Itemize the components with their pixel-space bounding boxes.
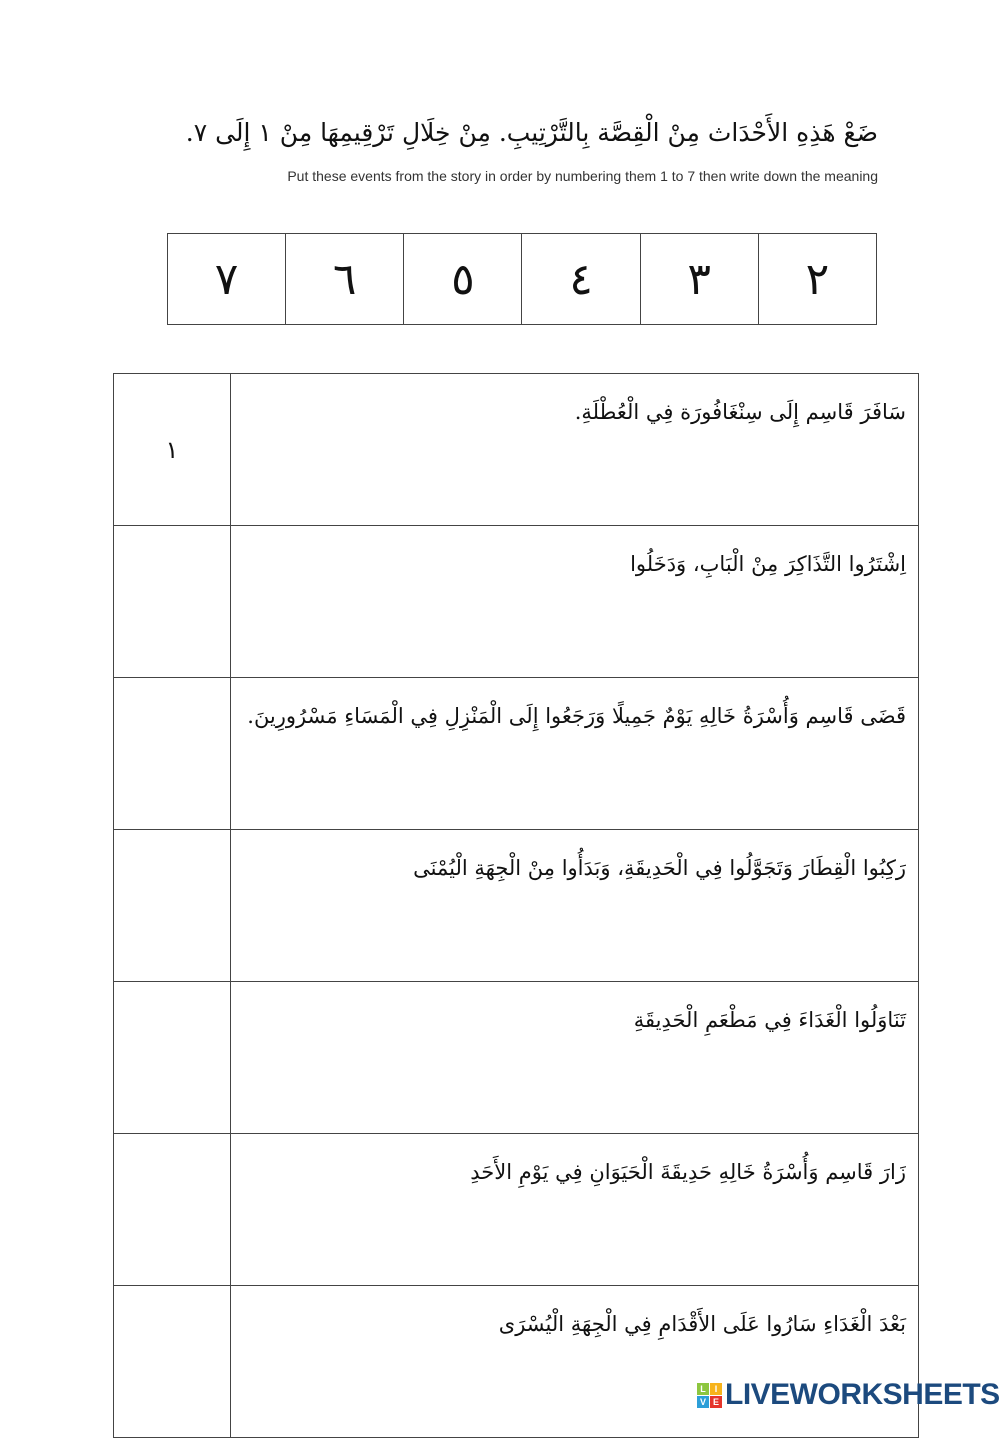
order-input[interactable]	[114, 678, 231, 830]
table-row	[114, 1286, 919, 1438]
order-input[interactable]: ١	[114, 374, 231, 526]
number-box[interactable]: ٢	[758, 234, 876, 324]
instruction-english: Put these events from the story in order by numbering them 1 to 7 then write down the meaning	[287, 168, 878, 184]
table-row	[114, 1134, 919, 1286]
table-row	[114, 830, 919, 982]
logo-mark-letter: I	[710, 1383, 722, 1395]
number-box[interactable]: ٥	[403, 234, 521, 324]
number-box[interactable]: ٣	[640, 234, 758, 324]
liveworksheets-logo	[697, 1378, 1000, 1412]
number-box[interactable]: ٤	[521, 234, 639, 324]
order-input[interactable]	[114, 982, 231, 1134]
number-box[interactable]: ٦	[285, 234, 403, 324]
order-input[interactable]	[114, 830, 231, 982]
table-row	[114, 526, 919, 678]
events-table	[113, 373, 919, 1438]
event-text: بَعْدَ الْغَدَاءِ سَارُوا عَلَى الأَقْدَامِ فِي الْجِهَةِ الْيُسْرَى	[231, 1286, 919, 1438]
number-box[interactable]: ٧	[214, 253, 239, 305]
number-boxes	[167, 233, 877, 325]
order-input[interactable]	[114, 1134, 231, 1286]
order-input[interactable]	[114, 1286, 231, 1438]
order-input[interactable]	[114, 526, 231, 678]
event-text: زَارَ قَاسِم وَأُسْرَةُ خَالِهِ حَدِيقَةَ الْحَيَوَانِ فِي يَوْمِ الأَحَدِ	[231, 1134, 919, 1286]
table-row	[114, 678, 919, 830]
logo-text: LIVEWORKSHEETS	[725, 1378, 1000, 1411]
event-text: قَضَى قَاسِم وَأُسْرَةُ خَالِهِ يَوْمٌ جَمِيلًا وَرَجَعُوا إِلَى الْمَنْزِلِ فِي الْمَسَاءِ مَسْرُورِينَ.	[231, 678, 919, 830]
logo-mark-letter: L	[697, 1383, 709, 1395]
table-row	[114, 374, 919, 526]
event-text: تَنَاوَلُوا الْغَدَاءَ فِي مَطْعَمِ الْحَدِيقَةِ	[231, 982, 919, 1134]
logo-mark-letter: E	[710, 1396, 722, 1408]
event-text: سَافَرَ قَاسِم إِلَى سِنْغَافُورَة فِي الْعُطْلَةِ.	[231, 374, 919, 526]
event-text: اِشْتَرُوا التَّذَاكِرَ مِنْ الْبَابِ، وَدَخَلُوا	[231, 526, 919, 678]
instruction-arabic: ضَعْ هَذِهِ الأَحْدَاث مِنْ الْقِصَّة بِالتَّرْتِيبِ. مِنْ خِلَالِ تَرْقِيمِهَا مِنْ ١ إِلَى ٧.	[185, 118, 878, 147]
table-row	[114, 982, 919, 1134]
logo-mark-icon	[697, 1383, 722, 1408]
logo-mark-letter: V	[697, 1396, 709, 1408]
event-text: رَكِبُوا الْقِطَارَ وَتَجَوَّلُوا فِي الْحَدِيقَةِ، وَبَدَأُوا مِنْ الْجِهَةِ الْيُمْنَى	[231, 830, 919, 982]
